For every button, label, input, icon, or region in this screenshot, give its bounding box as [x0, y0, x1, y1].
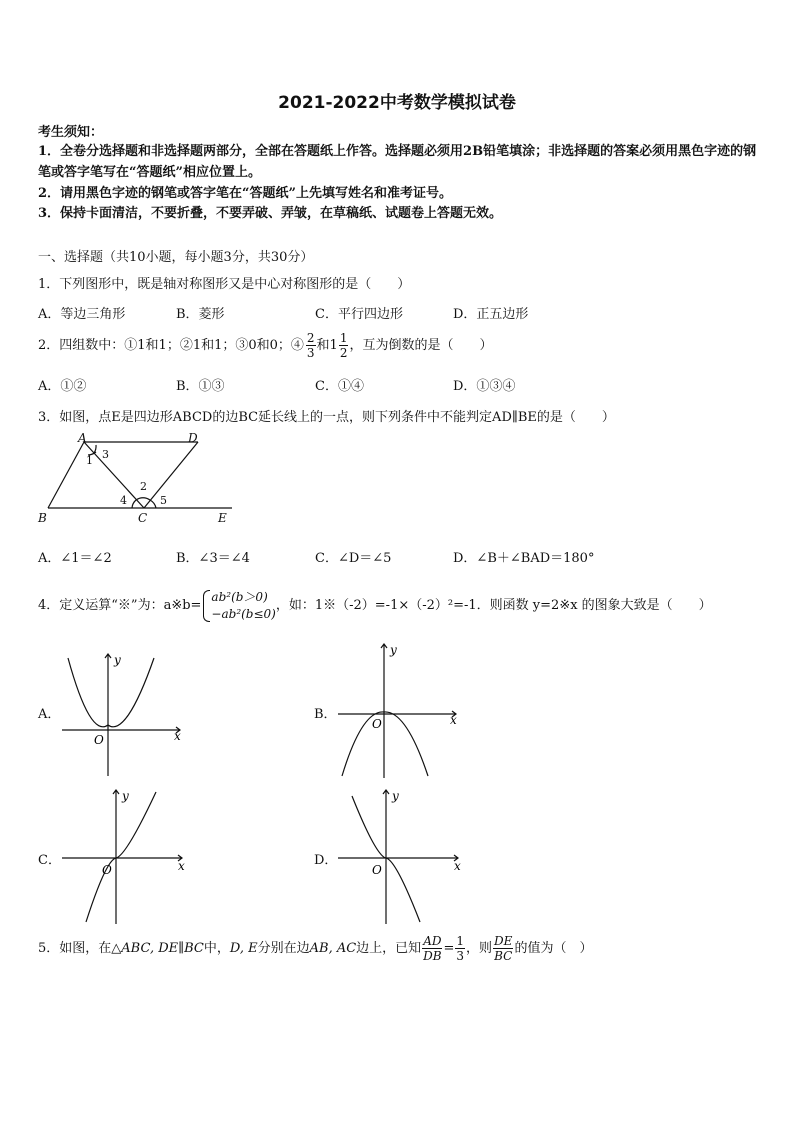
q2-mid: 和1 [316, 338, 338, 353]
q3-option-a[interactable]: A．∠1＝∠2 [38, 551, 112, 566]
q3-angle-arc-4 [132, 500, 136, 508]
q3-angle-label-5: 5 [160, 494, 167, 507]
q5-fraction-ad-db [422, 934, 442, 963]
q4-case-1: ab²(b＞0) [211, 589, 268, 604]
q3-angle-label-1: 1 [86, 454, 93, 467]
notice-item-3: 3．保持卡面清洁，不要折叠，不要弄破、弄皱，在草稿纸、试题卷上答题无效。 [38, 206, 503, 221]
graph-c-x-label: x [178, 859, 185, 873]
question-3-stem: 3．如图，点E是四边形ABCD的边BC延长线上的一点，则下列条件中不能判定AD∥BE的是（ ） [38, 410, 615, 425]
q3-angle-label-2: 2 [140, 480, 147, 493]
q2-stem-b: ，互为倒数的是（ ） [349, 338, 493, 353]
q3-label-e: E [218, 511, 227, 525]
q5-fraction-one-third [455, 934, 465, 963]
page-title: 2021-2022中考数学模拟试卷 [278, 93, 516, 113]
q5-stem-d: 边上，已知 [356, 941, 422, 956]
question-4-stem [38, 586, 712, 626]
q5-points: D, E [229, 941, 258, 956]
graph-c-origin: O [102, 863, 112, 877]
q2-option-b[interactable]: B．①③ [176, 379, 225, 394]
notice-item-2: 2．请用黑色字迹的钢笔或答字笔在“答题纸”上先填写姓名和准考证号。 [38, 186, 453, 201]
q5-fraction-de-bc [493, 934, 513, 963]
graph-b-x-label: x [450, 713, 457, 727]
q2-fraction-2 [339, 331, 349, 360]
q5-stem-c: 分别在边 [257, 941, 310, 956]
graph-d-x-label: x [454, 859, 461, 873]
q2-option-c[interactable]: C．①④ [315, 379, 364, 394]
q3-option-c[interactable]: C．∠D＝∠5 [315, 551, 392, 566]
q3-option-d[interactable]: D．∠B＋∠BAD＝180° [453, 551, 595, 566]
q5-stem-e: ，则 [466, 941, 493, 956]
q5-equals: = [443, 941, 455, 956]
q5-frac3-den: BC [494, 949, 513, 963]
question-2-stem [38, 327, 492, 365]
q4-option-c[interactable]: C． [38, 853, 61, 868]
q3-angle-label-4: 4 [120, 494, 127, 507]
graph-b-y-label: y [390, 643, 397, 657]
section-heading: 一、选择题（共10小题，每小题3分，共30分） [38, 250, 314, 265]
graph-a-curve [68, 658, 154, 727]
notice-item-1: 1．全卷分选择题和非选择题两部分，全部在答题纸上作答。选择题必须用2B铅笔填涂；非选择题的答案必须用黑色字迹的钢笔或答字笔写在“答题纸”相应位置上。 [38, 144, 757, 180]
q1-option-c[interactable]: C．平行四边形 [315, 307, 403, 322]
q4-stem-a: 4．定义运算“※”为：a※b= [38, 598, 202, 613]
q4-graph-b[interactable] [334, 640, 464, 780]
q4-case-2: −ab²(b≤0) [211, 606, 276, 621]
q3-label-a: A [78, 431, 87, 445]
q2-frac2-num: 1 [339, 331, 348, 345]
q5-stem-f: 的值为（ ） [514, 941, 593, 956]
graph-a-y-label: y [114, 653, 121, 667]
q4-option-b[interactable]: B． [314, 707, 337, 722]
graph-a-x-label: x [174, 729, 181, 743]
q5-frac1-num: AD [423, 934, 442, 948]
graph-b-origin: O [372, 717, 382, 731]
graph-d-origin: O [372, 863, 382, 877]
q3-angle-label-3: 3 [102, 448, 109, 461]
q2-frac1-num: 2 [306, 331, 315, 345]
q2-stem-a: 2．四组数中：①1和1；②1和1；③0和0；④ [38, 338, 304, 353]
q3-option-b[interactable]: B．∠3＝∠4 [176, 551, 250, 566]
q2-option-a[interactable]: A．①② [38, 379, 87, 394]
q5-sides: AB, AC [309, 941, 357, 956]
q4-stem-b: ，如：1※（-2）=-1×（-2）²=-1．则函数 y=2※x 的图象大致是（ ） [275, 598, 712, 613]
q4-option-a[interactable]: A． [38, 707, 61, 722]
q3-angle-arc-5 [150, 500, 156, 508]
q5-frac2-den: 3 [456, 949, 465, 963]
q1-option-a[interactable]: A．等边三角形 [38, 307, 126, 322]
q3-quadrilateral-figure [36, 430, 246, 530]
graph-c-curve [86, 792, 156, 922]
q3-label-b: B [38, 511, 47, 525]
q3-label-d: D [188, 431, 198, 445]
q3-label-c: C [138, 511, 148, 525]
q3-segment-ab [48, 442, 84, 508]
q4-graph-c[interactable] [60, 786, 190, 926]
q3-angle-arc-2 [136, 498, 150, 500]
q5-stem-b: 中， [203, 941, 230, 956]
q4-graph-a[interactable] [58, 648, 188, 776]
graph-b-curve [342, 712, 428, 776]
question-1-stem: 1．下列图形中，既是轴对称图形又是中心对称图形的是（ ） [38, 277, 411, 292]
q5-frac3-num: DE [494, 934, 513, 948]
q2-option-d[interactable]: D．①③④ [453, 379, 516, 394]
graph-d-y-label: y [392, 789, 399, 803]
q2-fraction-1 [306, 331, 316, 360]
q3-segment-ac [84, 442, 144, 508]
q4-graph-d[interactable] [334, 786, 464, 926]
question-5-stem [38, 930, 592, 968]
q5-frac1-den: DB [423, 949, 442, 963]
q5-frac2-num: 1 [456, 934, 465, 948]
q1-option-b[interactable]: B．菱形 [176, 307, 225, 322]
graph-c-y-label: y [122, 789, 129, 803]
q5-triangle: △ABC, DE∥BC [111, 941, 204, 956]
q3-segment-dc [144, 442, 198, 508]
q2-frac2-den: 2 [339, 346, 348, 360]
q2-frac1-den: 3 [306, 346, 315, 360]
q5-stem-a: 5．如图，在 [38, 941, 112, 956]
q4-option-d[interactable]: D． [314, 853, 338, 868]
notice-heading: 考生须知： [38, 125, 104, 140]
q4-piecewise-definition [201, 589, 275, 623]
q1-option-d[interactable]: D．正五边形 [453, 307, 529, 322]
graph-a-origin: O [94, 733, 104, 747]
